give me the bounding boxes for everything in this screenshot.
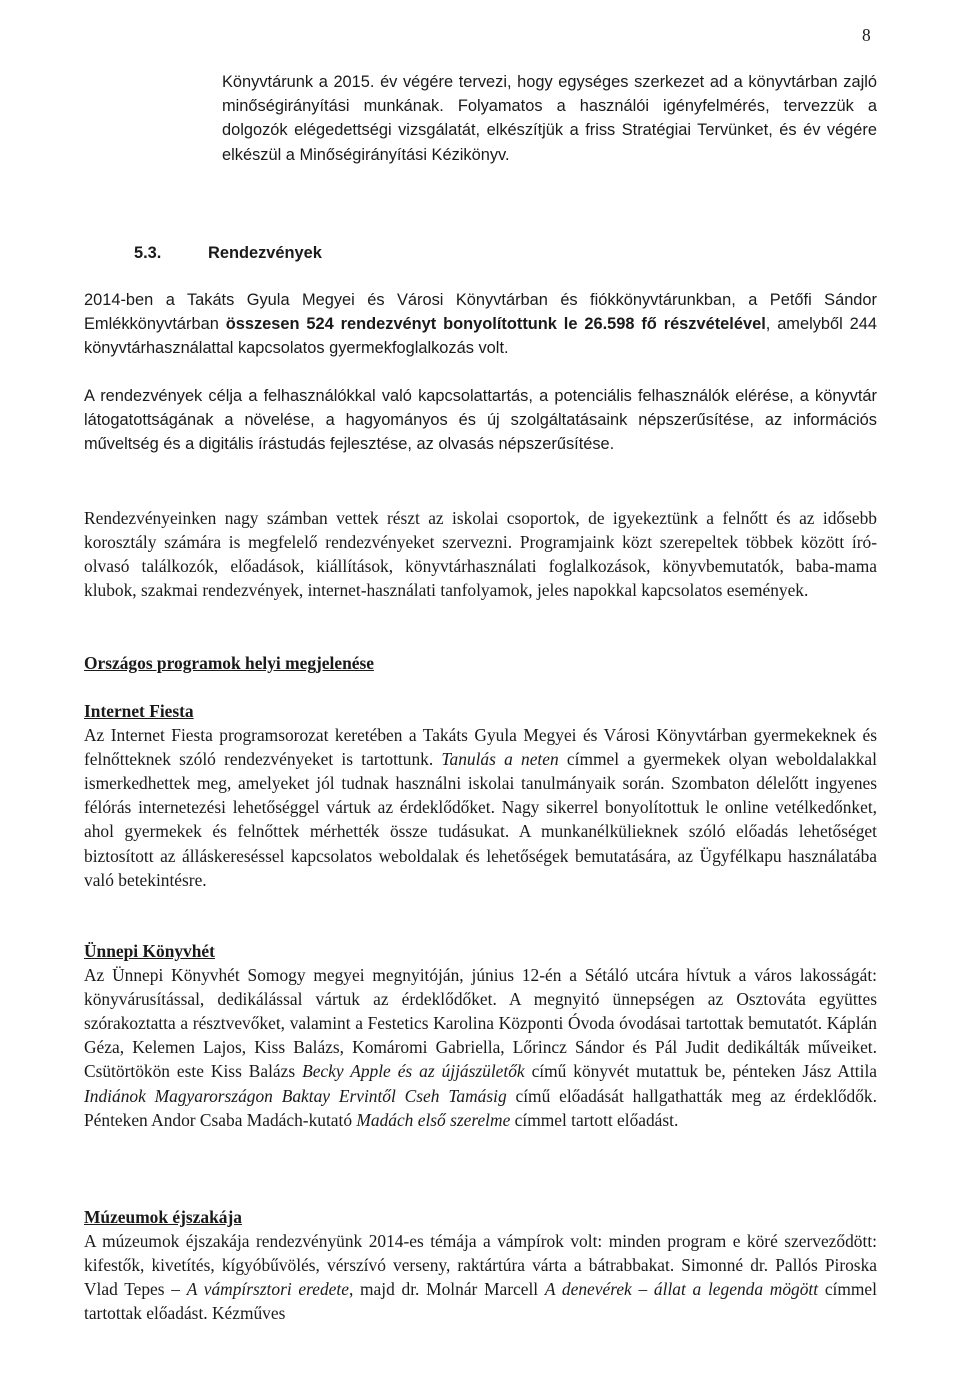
events-summary-part-a: 2014-ben a Takáts Gyula Megyei és Városi Könyvtárban és fiókkönyvtárunkban, a Petőfi Sándor Emlékkönyvtárban [84, 291, 877, 334]
museum-night-section [84, 1205, 877, 1325]
bookweek-part-e: című előadását hallgathatták meg az érdeklődők. Pénteken Andor Csaba Madách-kutató [84, 1085, 877, 1130]
section-number: 5.3. [134, 244, 162, 262]
events-goal-text: A rendezvények célja a felhasználókkal való kapcsolattartás, a potenciális felhasználók elérése, a könyvtár látogatottságának a növelése, a hagyományos és új szolgáltatásaink népszerűsítése, az információs műveltség és a digitális írástudás fejlesztése, az olvasás népszerűsítése. [84, 387, 877, 454]
paragraph-events-summary [84, 288, 877, 360]
national-programs-section [84, 651, 877, 675]
national-programs-heading: Országos programok helyi megjelenése [84, 653, 374, 673]
events-summary-text [84, 288, 877, 360]
events-audience-text [84, 506, 877, 602]
museum-part-e: címmel tartottak előadást. Kézműves [84, 1279, 877, 1324]
fiesta-part-d: Szombaton délelőtt ingyenes félórás internetezési lehetőséggel vártuk az érdeklődőket. Nagy sikerrel bonyolítottuk le online vetélkedőnket, ahol gyermekek és felnőttek mérhették össze tudásukat. [84, 773, 877, 842]
bookweek-italic-madach: Madách első szerelme [356, 1109, 511, 1130]
section-heading [134, 241, 322, 265]
fiesta-part-e: A munkanélkülieknek szóló előadás lehetőséget biztosított az álláskereséssel kapcsolatos weboldalak és lehetőségek bemutatására, az Ügyfélkapu használatába való betekintésre. [84, 821, 877, 890]
bookweek-part-c: című könyvét mutattuk be, pénteken Jász Attila [524, 1061, 877, 1082]
museum-night-heading: Múzeumok éjszakája [84, 1207, 242, 1227]
book-week-heading: Ünnepi Könyvhét [84, 941, 215, 961]
museum-part-a: A múzeumok éjszakája rendezvényünk 2014-es témája a vámpírok volt: minden program e köré szerveződött: kifestők, kivetítés, kígyóbűvölés, vérszívó verseny, raktártúra várta a bátrabbakat. Simonné dr. Pallós Piroska Vlad Tepes – [84, 1231, 877, 1300]
intro-paragraph [222, 70, 877, 167]
fiesta-italic-title: Tanulás a neten [441, 749, 559, 770]
events-audience-part-b: Programjaink közt szerepeltek többek között író-olvasó találkozók, előadások, kiállítások, könyvtárhasználati foglalkozások, könyvbemutatók, baba-mama klubok, szakmai rendezvények, internet-használati tanfolyamok, jeles napokkal kapcsolatos események. [84, 532, 877, 601]
fiesta-part-c: címmel a gyermekek olyan weboldalakkal ismerkedhettek meg, amelyeket jól tudnak használni iskolai tanulmányaik során. [84, 749, 877, 794]
museum-part-c: , majd dr. Molnár Marcell [348, 1279, 545, 1300]
events-summary-bold: összesen 524 rendezvényt bonyolítottunk le 26.598 fő részvételével [225, 315, 766, 334]
paragraph-events-audience [84, 506, 877, 602]
events-audience-part-a: Rendezvényeinken nagy számban vettek részt az iskolai csoportok, de igyekeztünk a felnőtt és az idősebb korosztály számára is megfelelő rendezvényeket szervezni. [84, 508, 877, 553]
intro-text: Könyvtárunk a 2015. év végére tervezi, hogy egységes szerkezet ad a könyvtárban zajló minőségirányítási munkának. Folyamatos a használói igényfelmérés, tervezzük a dolgozók elégedettségi vizsgálatát, elkészítjük a friss Stratégiai Tervünket, és év végére elkészül a Minőségirányítási Kézikönyv. [222, 73, 877, 164]
bookweek-italic-book: Becky Apple és az újjászületők [302, 1061, 525, 1082]
fiesta-part-a: Az Internet Fiesta programsorozat keretében a Takáts Gyula Megyei és Városi Könyvtárban gyermekeknek és felnőtteknek szóló rendezvényeket is tartottunk. [84, 725, 877, 770]
events-summary-part-c: , amelyből 244 könyvtárhasználattal kapcsolatos gyermekfoglalkozás volt. [84, 315, 878, 358]
book-week-section [84, 939, 877, 1132]
internet-fiesta-section [84, 699, 877, 892]
bookweek-part-g: címmel tartott előadást. [510, 1109, 679, 1130]
page-number: 8 [862, 25, 871, 45]
paragraph-events-goal [84, 384, 877, 456]
bookweek-italic-lecture: Indiánok Magyarországon Baktay Ervintől Cseh Tamásig [84, 1085, 507, 1106]
internet-fiesta-heading: Internet Fiesta [84, 701, 194, 721]
internet-fiesta-text [84, 723, 877, 892]
museum-night-text [84, 1229, 877, 1325]
book-week-text [84, 963, 877, 1132]
museum-italic-vampire: A vámpírsztori eredete [186, 1279, 349, 1300]
section-title: Rendezvények [208, 244, 322, 262]
bookweek-part-a: Az Ünnepi Könyvhét Somogy megyei megnyitóján, június 12-én a Sétáló utcára hívtuk a város lakosságát: könyvárusítással, dedikálással vártuk az érdeklődőket. A megnyitó ünnepségen az Osztováta együttes szórakoztatta a résztvevőket, valamint a Festetics Karolina Központi Óvoda óvodásai tartottak bemutatót. Káplán Géza, Kelemen Lajos, Kiss Balázs, Komáromi Gabriella, Lőrincz Sándor és Pál Judit dedikálták műveiket. Csütörtökön este Kiss Balázs [84, 965, 877, 1082]
museum-italic-bats: A denevérek – állat a legenda mögött [544, 1279, 819, 1300]
